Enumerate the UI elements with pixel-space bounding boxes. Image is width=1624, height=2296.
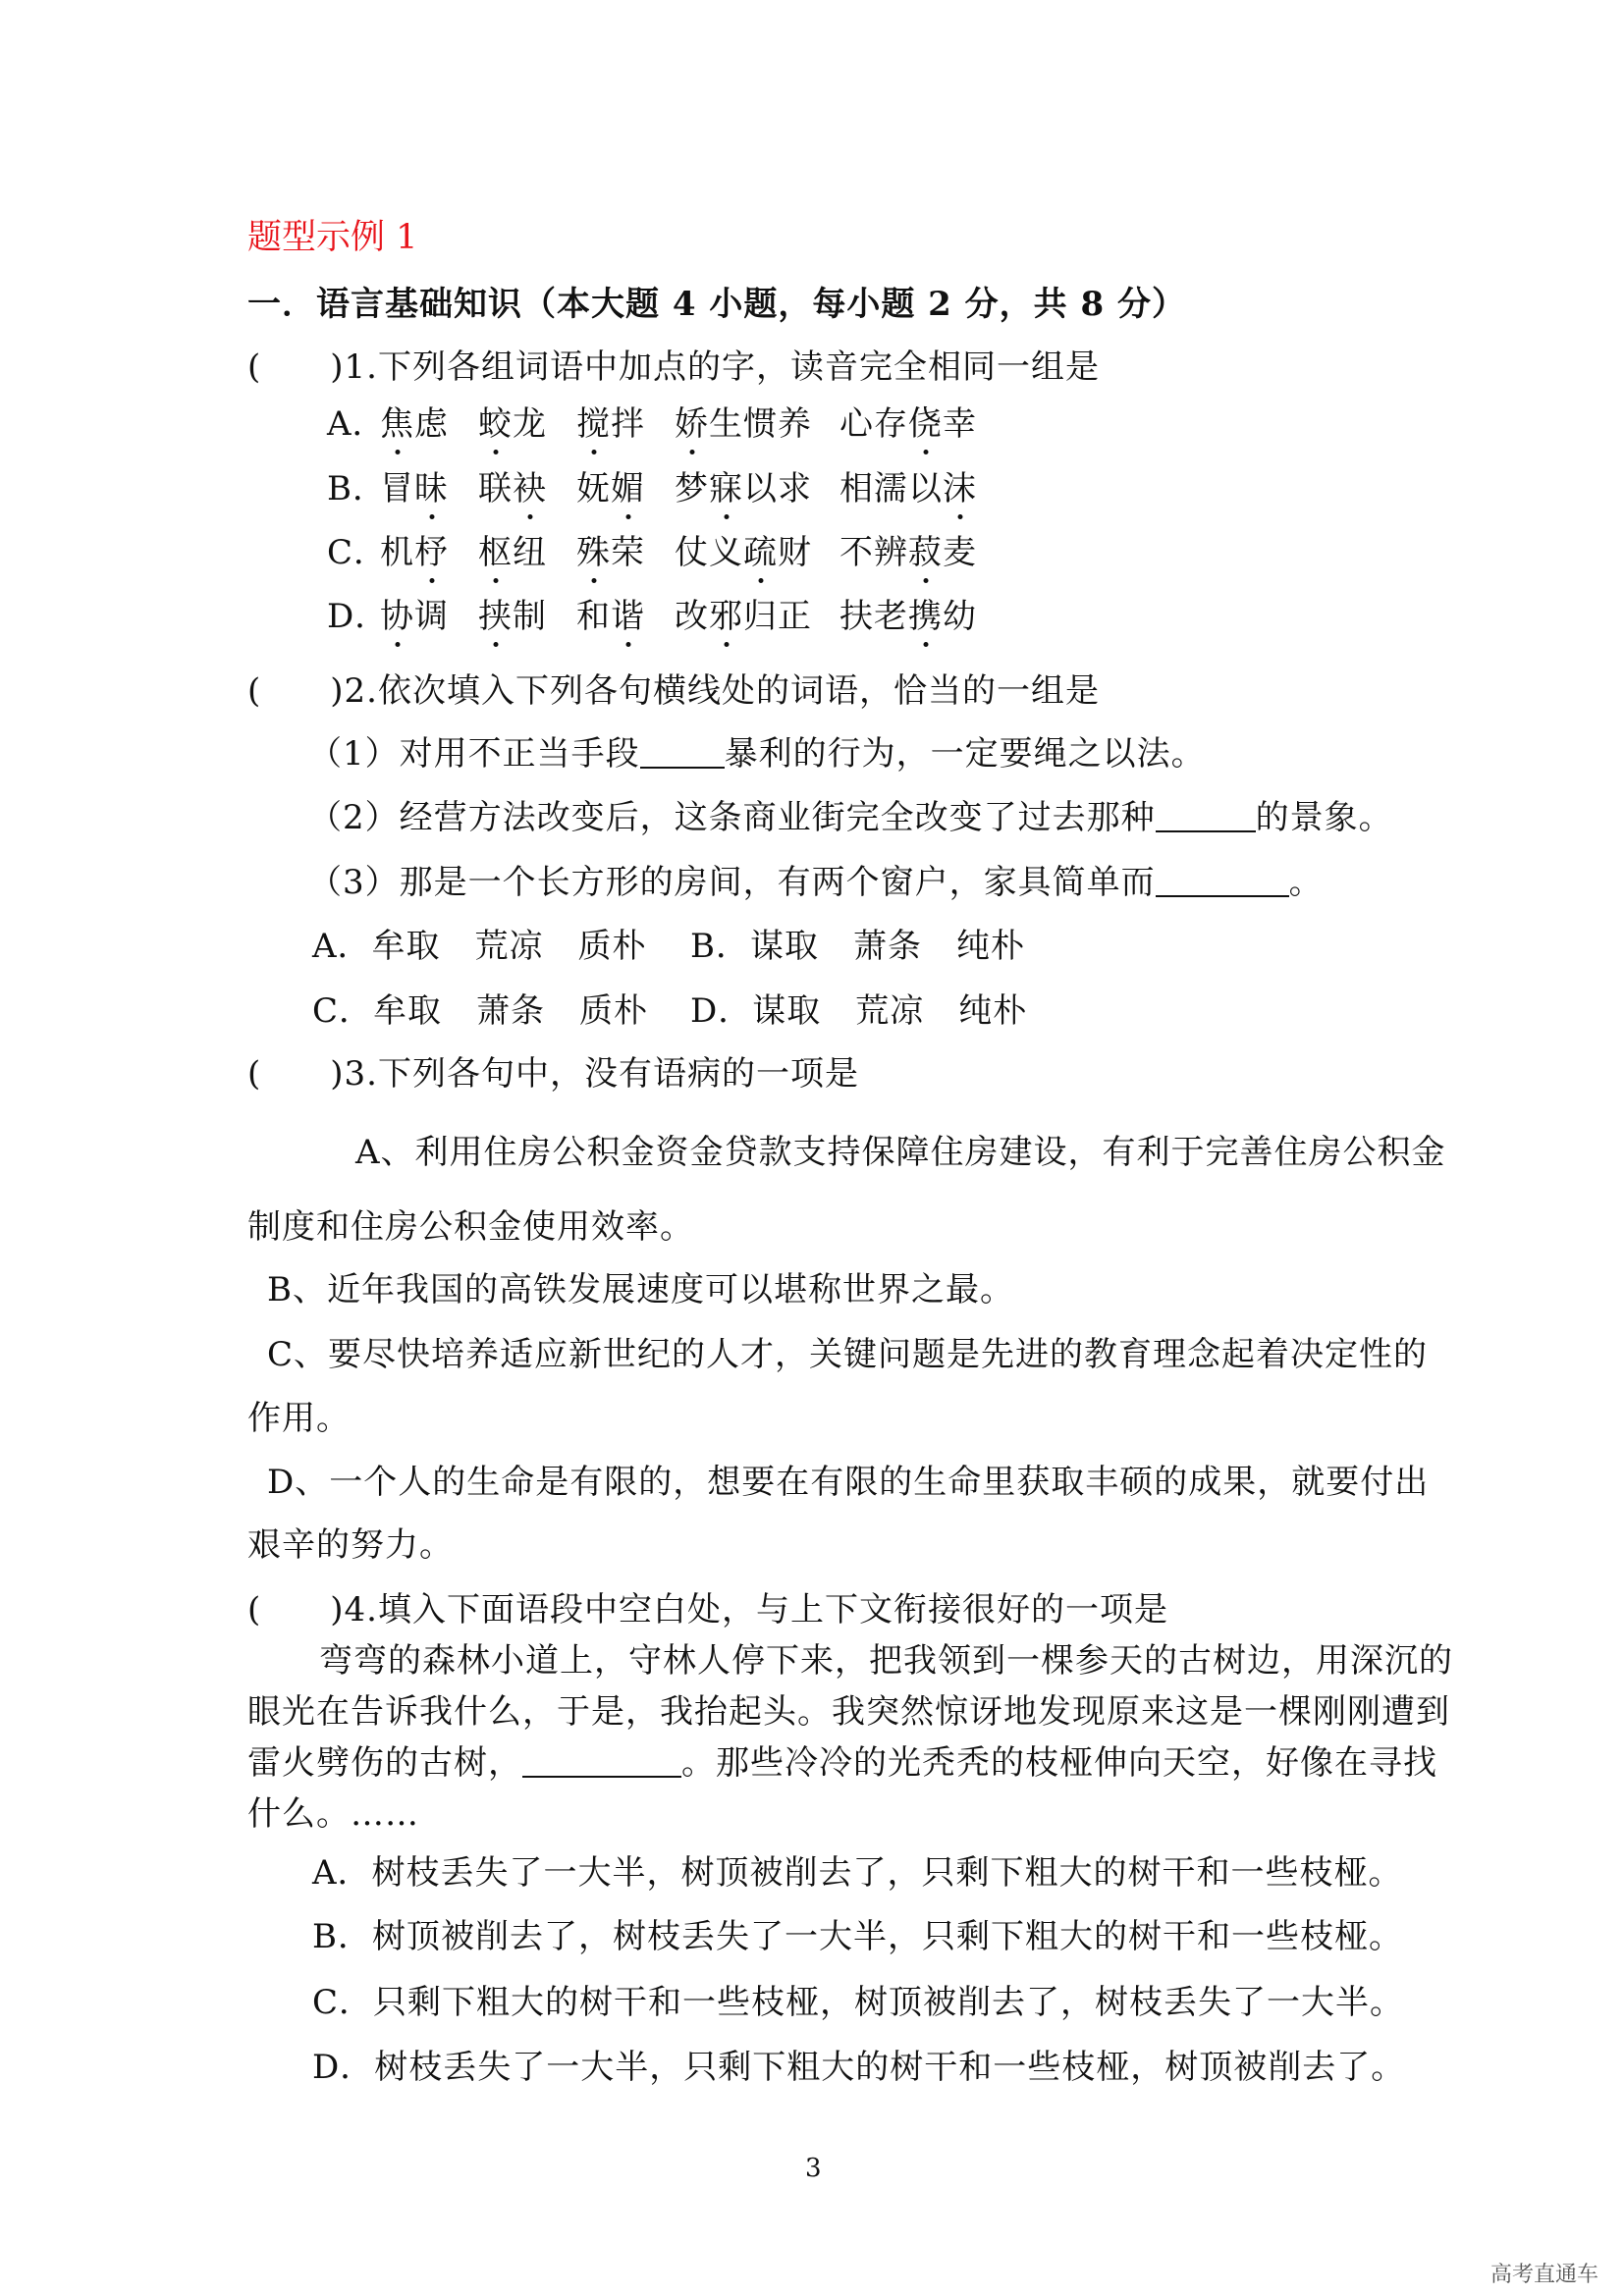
emphasis-dot-char: 杼 (414, 525, 449, 573)
q2-sentence-3: （3）那是一个长方形的房间，有两个窗户，家具简单而 。 (308, 863, 1324, 902)
q4-option-a: A．树枝丢失了一大半，树顶被削去了，只剩下粗大的树干和一些枝桠。 (312, 1853, 1403, 1893)
emphasis-dot-char: 挟 (478, 589, 513, 637)
q4-stem: ( )4.填入下面语段中空白处，与上下文衔接很好的一项是 (247, 1590, 1168, 1629)
q1-stem: ( )1.下列各组词语中加点的字，读音完全相同一组是 (247, 347, 1100, 387)
emphasis-dot-char: 寐 (709, 461, 743, 509)
q3-option-c-line1: C、要尽快培养适应新世纪的人才，关键问题是先进的教育理念起着决定性的 (267, 1335, 1429, 1374)
emphasis-dot-char: 协 (380, 589, 414, 637)
emphasis-dot-char: 媚 (611, 461, 645, 509)
emphasis-dot-char: 袂 (513, 461, 547, 509)
q1-option-a: A．焦虑 蛟龙 搅拌 娇生惯养 心存侥幸 (327, 397, 977, 445)
q2-option-b: B．谋取 萧条 纯朴 (690, 927, 1025, 966)
emphasis-dot-char: 昧 (414, 461, 449, 509)
q2-option-d: D．谋取 荒凉 纯朴 (690, 991, 1028, 1031)
emphasis-dot-char: 枢 (478, 525, 513, 573)
q4-option-c: C．只剩下粗大的树干和一些枝桠，树顶被削去了，树枝丢失了一大半。 (312, 1983, 1405, 2022)
q4-option-b: B．树顶被削去了，树枝丢失了一大半，只剩下粗大的树干和一些枝桠。 (312, 1917, 1403, 1956)
q4-passage-line3: 雷火劈伤的古树， 。那些冷冷的光秃秃的枝桠伸向天空，好像在寻找 (247, 1743, 1437, 1783)
q3-option-b: B、近年我国的高铁发展速度可以堪称世界之最。 (267, 1270, 1014, 1309)
q4-passage-line1: 弯弯的森林小道上，守林人停下来，把我领到一棵参天的古树边，用深沉的 (319, 1641, 1453, 1681)
q3-stem: ( )3.下列各句中，没有语病的一项是 (247, 1054, 859, 1094)
fill-blank (640, 733, 725, 769)
emphasis-dot-char: 邪 (709, 589, 743, 637)
emphasis-dot-char: 焦 (380, 397, 414, 445)
fill-blank (1156, 862, 1289, 897)
q1-word: 焦虑 (380, 397, 449, 445)
emphasis-dot-char: 娇 (675, 397, 709, 445)
q1-option-b: B．冒昧 联袂 妩媚 梦寐以求 相濡以沫 (327, 461, 977, 509)
page-number: 3 (805, 2154, 822, 2183)
emphasis-dot-char: 携 (908, 589, 943, 637)
emphasis-dot-char: 沫 (943, 461, 977, 509)
q3-option-d-line2: 艰辛的努力。 (247, 1525, 454, 1565)
watermark: 高考直通车 (1490, 2263, 1599, 2287)
q4-passage-line4: 什么。…… (247, 1794, 419, 1834)
emphasis-dot-char: 搅 (576, 397, 611, 445)
q3-option-a-line2: 制度和住房公积金使用效率。 (247, 1207, 694, 1247)
q2-sentence-1: （1）对用不正当手段 暴利的行为，一定要绳之以法。 (308, 734, 1206, 774)
q3-option-a-line1: A、利用住房公积金资金贷款支持保障住房建设，有利于完善住房公积金 (355, 1133, 1446, 1172)
q3-option-c-line2: 作用。 (247, 1399, 351, 1438)
emphasis-dot-char: 蛟 (478, 397, 513, 445)
emphasis-dot-char: 殊 (576, 525, 611, 573)
emphasis-dot-char: 疏 (743, 525, 778, 573)
q2-sentence-2: （2）经营方法改变后，这条商业街完全改变了过去那种 的景象。 (308, 798, 1393, 837)
emphasis-dot-char: 谐 (611, 589, 645, 637)
q2-option-a: A．牟取 荒凉 质朴 (312, 927, 647, 966)
section-heading: 一．语言基础知识（本大题 4 小题，每小题 2 分，共 8 分） (247, 285, 1186, 324)
fill-blank (1156, 797, 1256, 832)
fill-blank (522, 1742, 681, 1778)
emphasis-dot-char: 菽 (908, 525, 943, 573)
emphasis-dot-char: 侥 (908, 397, 943, 445)
page-title: 题型示例 1 (247, 218, 418, 257)
q3-option-d-line1: D、一个人的生命是有限的，想要在有限的生命里获取丰硕的成果，就要付出 (267, 1463, 1430, 1502)
q4-option-d: D．树枝丢失了一大半，只剩下粗大的树干和一些枝桠，树顶被削去了。 (312, 2048, 1406, 2087)
q4-passage-line2: 眼光在告诉我什么，于是，我抬起头。我突然惊讶地发现原来这是一棵刚刚遭到 (247, 1692, 1450, 1732)
q2-stem: ( )2.依次填入下列各句横线处的词语，恰当的一组是 (247, 671, 1100, 711)
q1-option-d: D．协调 挟制 和谐 改邪归正 扶老携幼 (327, 589, 977, 637)
q1-option-c: C．机杼 枢纽 殊荣 仗义疏财 不辨菽麦 (327, 525, 977, 573)
q2-option-c: C．牟取 萧条 质朴 (312, 991, 649, 1031)
